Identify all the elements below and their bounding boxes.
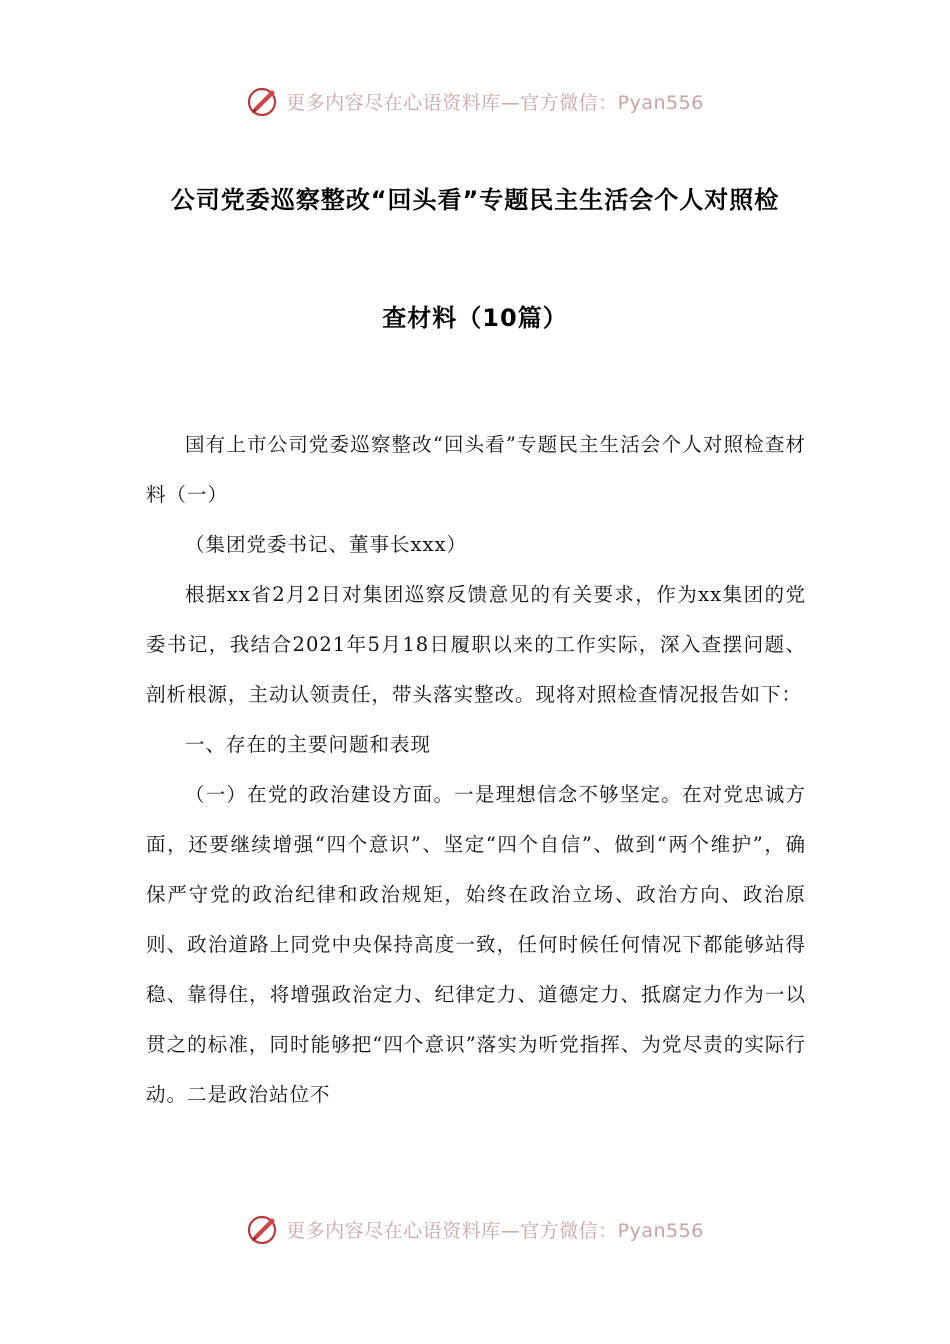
paragraph: 国有上市公司党委巡察整改“回头看”专题民主生活会个人对照检查材料（一） bbox=[146, 433, 806, 506]
document-title-line-2: 查材料（10篇） bbox=[382, 304, 568, 332]
watermark-text: 更多内容尽在心语资料库—官方微信：Pyan556 bbox=[286, 91, 704, 114]
watermark-text: 更多内容尽在心语资料库—官方微信：Pyan556 bbox=[286, 1219, 704, 1242]
watermark-footer bbox=[0, 1212, 950, 1246]
paragraph: （一）在党的政治建设方面。一是理想信念不够坚定。在对党忠诚方面，还要继续增强“四个意识”、坚定“四个自信”、做到“两个维护”，确保严守党的政治纪律和政治规矩，始终在政治立场、政治方向、政治原则、政治道路上同党中央保持高度一致，任何时候任何情况下都能够站得稳、靠得住，将增强政治定力、纪律定力、道德定力、抵腐定力作为一以贯之的标准，同时能够把“四个意识”落实为听党指挥、为党尽责的实际行动。二是政治站位不 bbox=[146, 783, 806, 1106]
document-body bbox=[146, 420, 806, 1120]
pen-logo-icon bbox=[246, 84, 280, 118]
paragraph: （集团党委书记、董事长xxx） bbox=[185, 533, 467, 556]
paragraph: 根据xx省2月2日对集团巡察反馈意见的有关要求，作为xx集团的党委书记，我结合2021年5月18日履职以来的工作实际，深入查摆问题、剖析根源，主动认领责任，带头落实整改。现将对照检查情况报告如下： bbox=[146, 583, 806, 706]
document-title-line-1: 公司党委巡察整改“回头看”专题民主生活会个人对照检 bbox=[170, 186, 780, 214]
watermark-header bbox=[0, 84, 950, 118]
pen-logo-icon bbox=[246, 1212, 280, 1246]
paragraph: 一、存在的主要问题和表现 bbox=[185, 733, 432, 756]
